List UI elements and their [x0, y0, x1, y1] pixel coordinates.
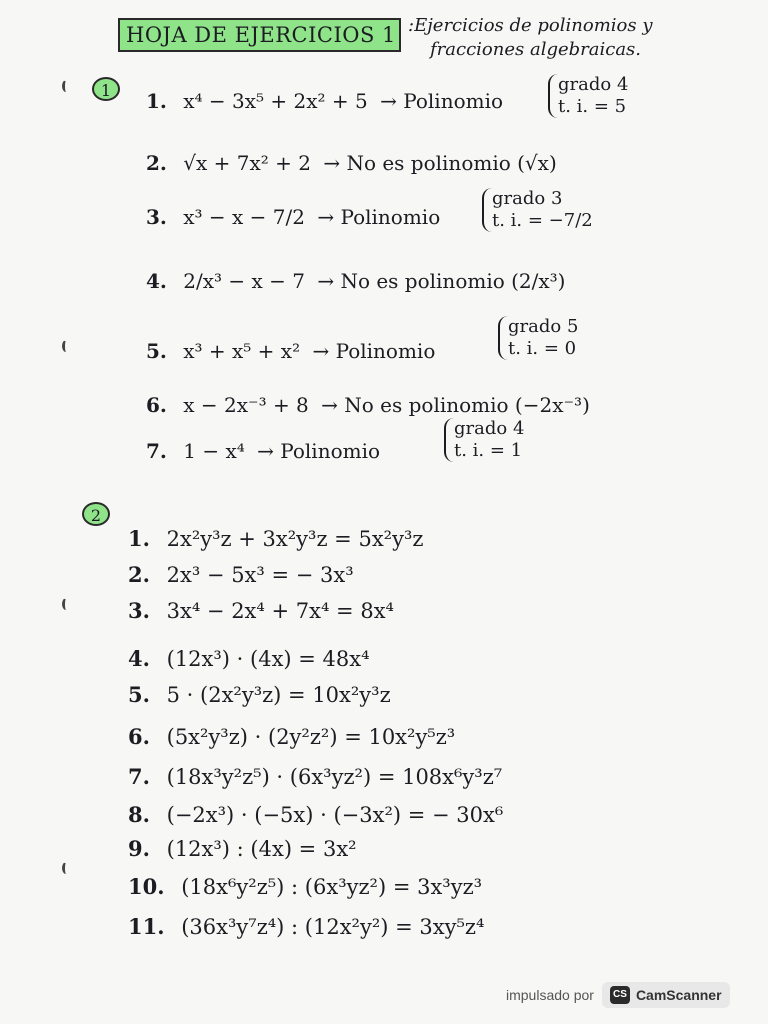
note-degree: grado 5: [508, 316, 579, 337]
exercise-number: 7.: [128, 764, 150, 789]
exercise-expression: (12x³) · (4x) = 48x⁴: [166, 647, 370, 671]
exercise-result: → Polinomio: [312, 339, 436, 363]
powered-by-text: impulsado por: [506, 987, 594, 1003]
exercise-number: 5.: [128, 682, 150, 707]
note-degree: grado 3: [492, 188, 563, 209]
exercise-expression: (12x³) : (4x) = 3x²: [166, 837, 357, 861]
exercise-expression: (−2x³) · (−5x) · (−3x²) = − 30x⁶: [166, 803, 504, 827]
exercise-row: [128, 874, 482, 900]
note-independent-term: t. i. = −7/2: [492, 210, 593, 231]
exercise-number: 3.: [128, 598, 150, 623]
note-independent-term: t. i. = 1: [454, 440, 523, 461]
exercise-number: 2.: [128, 562, 150, 587]
note-independent-term: t. i. = 5: [558, 96, 627, 117]
exercise-number: 11.: [128, 914, 165, 939]
exercise-expression: (5x²y³z) · (2y²z²) = 10x²y⁵z³: [166, 725, 456, 749]
camscanner-logo-icon: CS: [610, 986, 630, 1004]
exercise-row: [146, 392, 590, 418]
exercise-number: 8.: [128, 802, 150, 827]
worksheet-title: HOJA DE EJERCICIOS 1: [118, 18, 401, 52]
exercise-notes: [548, 74, 628, 118]
exercise-row: [128, 646, 370, 672]
subtitle-line-1: :Ejercicios de polinomios y: [408, 15, 653, 36]
exercise-number: 7.: [146, 439, 167, 463]
exercise-row: [128, 682, 391, 708]
binder-hole-mark: [62, 340, 70, 352]
exercise-number: 6.: [146, 393, 167, 417]
exercise-result: → No es polinomio (2/x³): [317, 269, 566, 293]
binder-hole-mark: [62, 598, 70, 610]
exercise-expression: 5 · (2x²y³z) = 10x²y³z: [166, 683, 391, 707]
exercise-expression: 2x³ − 5x³ = − 3x³: [166, 563, 354, 587]
exercise-row: [128, 526, 423, 552]
section-1-badge: 1: [92, 77, 120, 101]
exercise-row: [128, 764, 502, 790]
section-2-badge: 2: [82, 502, 110, 526]
note-degree: grado 4: [558, 74, 629, 95]
exercise-result: → No es polinomio (−2x⁻³): [321, 393, 590, 417]
exercise-number: 6.: [128, 724, 150, 749]
scanner-watermark: [506, 980, 730, 1010]
exercise-number: 1.: [128, 526, 150, 551]
exercise-number: 1.: [146, 89, 167, 113]
exercise-expression: (36x³y⁷z⁴) : (12x²y²) = 3xy⁵z⁴: [181, 915, 485, 939]
exercise-row: [128, 724, 455, 750]
note-independent-term: t. i. = 0: [508, 338, 577, 359]
exercise-expression: √x + 7x² + 2: [183, 151, 311, 175]
binder-hole-mark: [62, 862, 70, 874]
exercise-number: 9.: [128, 836, 150, 861]
exercise-expression: 2x²y³z + 3x²y³z = 5x²y³z: [166, 527, 424, 551]
exercise-expression: (18x³y²z⁵) · (6x³yz²) = 108x⁶y³z⁷: [166, 765, 503, 789]
exercise-expression: x³ − x − 7/2: [183, 205, 305, 229]
exercise-expression: 1 − x⁴: [183, 439, 245, 463]
camscanner-brand-text: CamScanner: [635, 987, 722, 1003]
exercise-number: 4.: [146, 269, 167, 293]
exercise-number: 5.: [146, 339, 167, 363]
worksheet-subtitle: [408, 14, 738, 62]
exercise-row: [146, 268, 565, 294]
camscanner-badge[interactable]: [602, 982, 730, 1008]
exercise-result: → Polinomio: [380, 89, 504, 113]
exercise-expression: 2/x³ − x − 7: [183, 269, 305, 293]
subtitle-line-2: fracciones algebraicas.: [430, 39, 642, 60]
exercise-result: → No es polinomio (√x): [323, 151, 557, 175]
exercise-expression: (18x⁶y²z⁵) : (6x³yz²) = 3x³yz³: [181, 875, 483, 899]
exercise-expression: 3x⁴ − 2x⁴ + 7x⁴ = 8x⁴: [166, 599, 394, 623]
exercise-result: → Polinomio: [257, 439, 381, 463]
exercise-number: 2.: [146, 151, 167, 175]
exercise-expression: x³ + x⁵ + x²: [183, 339, 301, 363]
exercise-expression: x − 2x⁻³ + 8: [183, 393, 309, 417]
exercise-row: [128, 598, 394, 624]
binder-hole-mark: [62, 80, 70, 92]
exercise-expression: x⁴ − 3x⁵ + 2x² + 5: [183, 89, 368, 113]
exercise-result: → Polinomio: [317, 205, 441, 229]
exercise-row: [128, 836, 357, 862]
exercise-row: [128, 562, 354, 588]
exercise-notes: [482, 188, 593, 232]
note-degree: grado 4: [454, 418, 525, 439]
exercise-row: [146, 338, 435, 364]
exercise-row: [128, 914, 484, 940]
exercise-number: 10.: [128, 874, 165, 899]
exercise-notes: [498, 316, 578, 360]
exercise-number: 3.: [146, 205, 167, 229]
exercise-row: [146, 438, 380, 464]
exercise-row: [128, 802, 503, 828]
exercise-row: [146, 150, 557, 176]
exercise-number: 4.: [128, 646, 150, 671]
exercise-row: [146, 88, 503, 114]
exercise-notes: [444, 418, 524, 462]
exercise-row: [146, 204, 440, 230]
